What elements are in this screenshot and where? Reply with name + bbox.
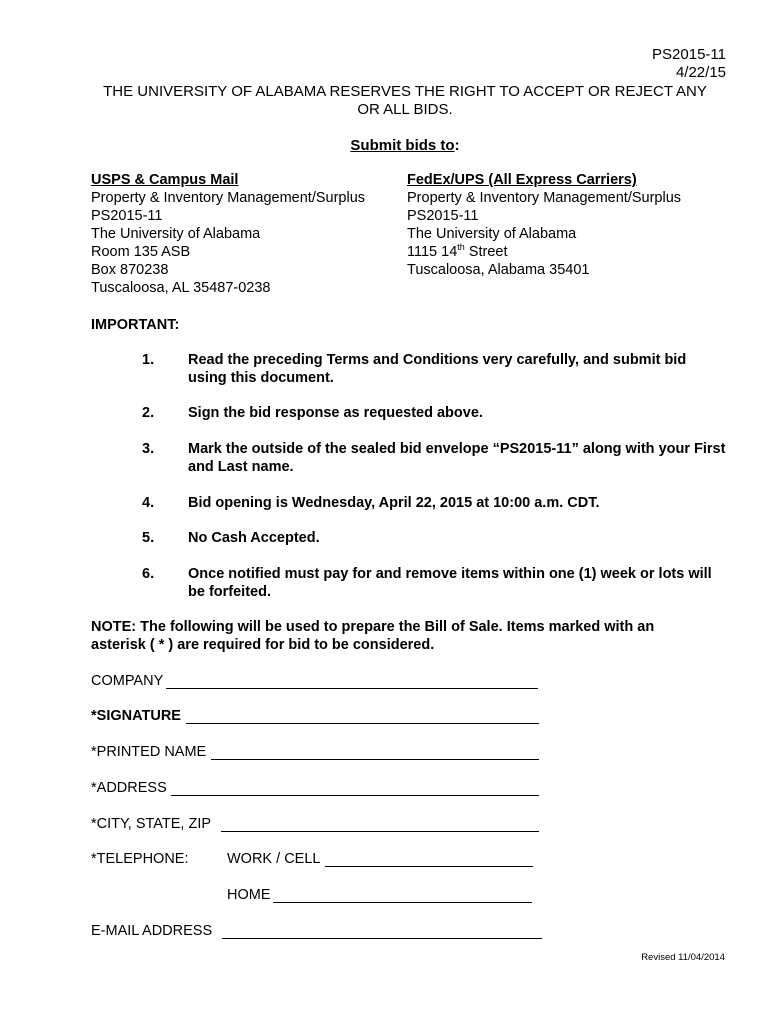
item-text: No Cash Accepted.: [188, 530, 320, 546]
address-line: Box 870238: [91, 262, 169, 278]
email-label: E-MAIL ADDRESS: [91, 923, 213, 939]
company-label: COMPANY: [91, 673, 164, 689]
item-number: 3.: [142, 441, 155, 457]
printed-name-field[interactable]: [211, 759, 539, 760]
address-line: Tuscaloosa, Alabama 35401: [407, 262, 590, 278]
work-cell-phone-field[interactable]: [325, 866, 533, 867]
item-number: 4.: [142, 495, 155, 511]
submit-bids-heading: Submit bids to:: [350, 137, 460, 154]
document-date: 4/22/15: [675, 64, 726, 81]
note-line2: asterisk ( * ) are required for bid to be considered.: [91, 637, 435, 653]
telephone-label: *TELEPHONE:: [91, 851, 189, 867]
city-state-zip-field[interactable]: [221, 831, 539, 832]
reserve-notice-line1: THE UNIVERSITY OF ALABAMA RESERVES THE RIGHT TO ACCEPT OR REJECT ANY: [103, 83, 707, 100]
usps-heading: USPS & Campus Mail: [91, 172, 239, 188]
email-field[interactable]: [222, 938, 542, 939]
item-number: 5.: [142, 530, 155, 546]
item-text: Mark the outside of the sealed bid envelope “PS2015-11” along with your First and Last name.: [188, 441, 726, 475]
item-number: 1.: [142, 352, 155, 368]
address-line: Room 135 ASB: [91, 244, 191, 260]
item-text: Sign the bid response as requested above.: [188, 405, 483, 421]
home-phone-field[interactable]: [273, 902, 532, 903]
address-line: Tuscaloosa, AL 35487-0238: [91, 280, 271, 296]
address-field[interactable]: [171, 795, 539, 796]
city-state-zip-label: *CITY, STATE, ZIP: [91, 816, 212, 832]
address-label: *ADDRESS: [91, 780, 167, 796]
address-line: Property & Inventory Management/Surplus: [91, 190, 366, 206]
item-text: Bid opening is Wednesday, April 22, 2015 at 10:00 a.m. CDT.: [188, 495, 600, 511]
revised-date: Revised 11/04/2014: [641, 952, 725, 963]
express-address-block: [407, 171, 681, 279]
usps-address-block: [91, 171, 365, 297]
reserve-notice-line2: OR ALL BIDS.: [357, 101, 453, 118]
address-line: The University of Alabama: [91, 226, 261, 242]
printed-name-label: *PRINTED NAME: [91, 744, 207, 760]
street-address-line: 1115 14th Street: [407, 242, 508, 260]
item-number: 6.: [142, 566, 155, 582]
work-cell-label: WORK / CELL: [227, 851, 321, 867]
signature-label: *SIGNATURE: [91, 708, 181, 724]
express-heading: FedEx/UPS (All Express Carriers): [407, 172, 637, 188]
address-line: The University of Alabama: [407, 226, 577, 242]
company-field[interactable]: [166, 688, 538, 689]
important-heading: IMPORTANT:: [91, 317, 180, 333]
address-line: PS2015-11: [91, 208, 163, 224]
signature-field[interactable]: [186, 723, 539, 724]
item-text: Read the preceding Terms and Conditions very carefully, and submit bid using this document.: [188, 352, 687, 386]
address-line: PS2015-11: [407, 208, 479, 224]
note-line1: NOTE: The following will be used to prepare the Bill of Sale. Items marked with an: [91, 619, 655, 635]
item-number: 2.: [142, 405, 155, 421]
address-line: Property & Inventory Management/Surplus: [407, 190, 682, 206]
document-id: PS2015-11: [652, 46, 726, 63]
home-label: HOME: [227, 887, 271, 903]
item-text: Once notified must pay for and remove items within one (1) week or lots will be forfeited.: [188, 566, 712, 600]
